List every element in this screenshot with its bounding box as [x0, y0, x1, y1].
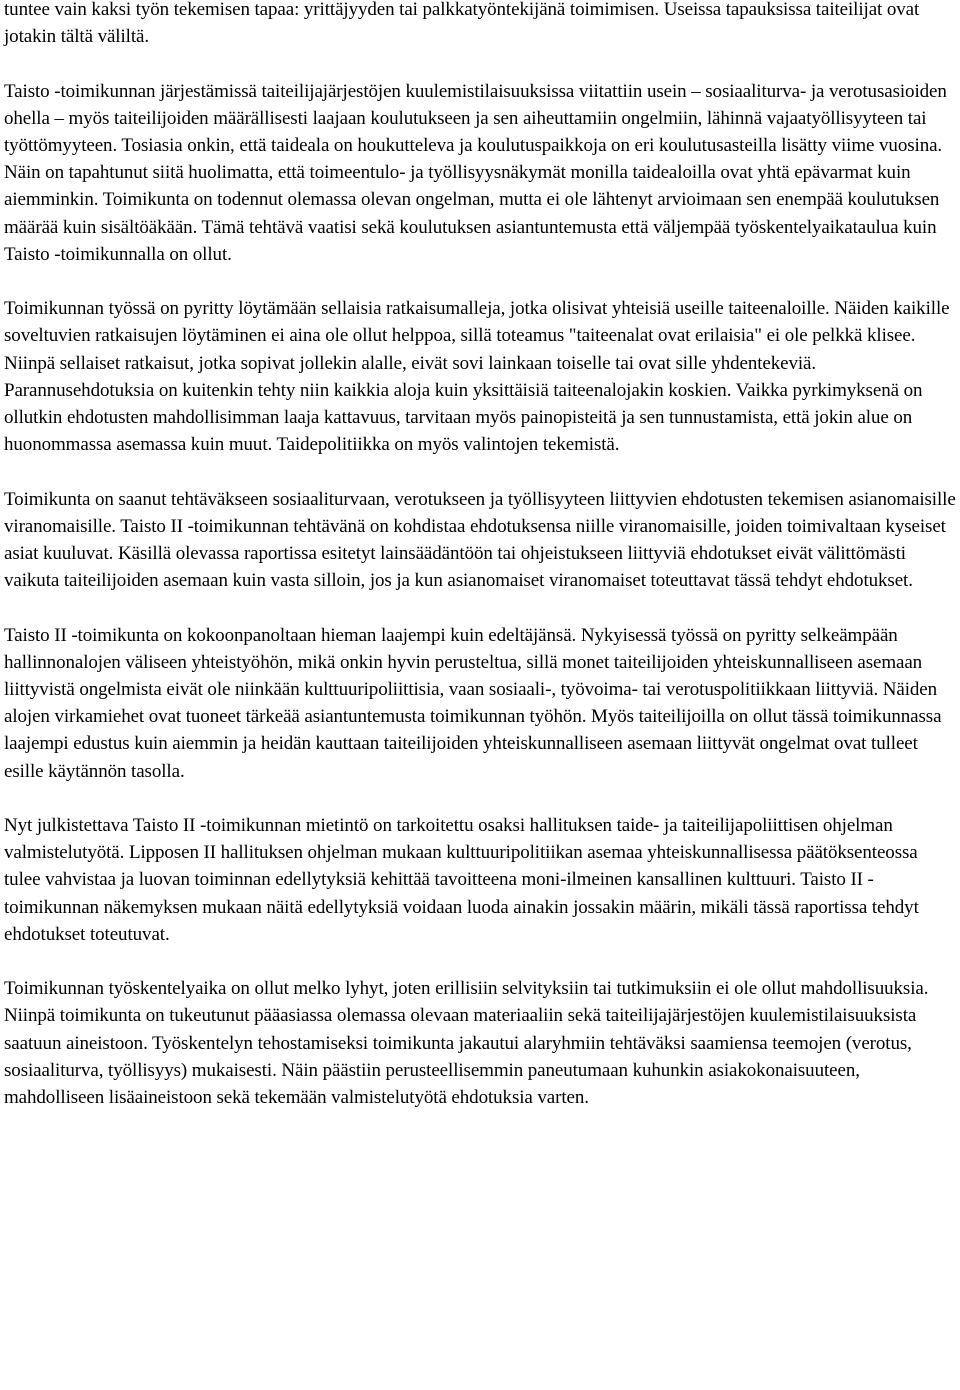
- paragraph-4: Toimikunta on saanut tehtäväkseen sosiaaliturvaan, verotukseen ja työllisyyteen liittyvien ehdotusten tekemisen asianomaisille viranomaisille. Taisto II -toimikunnan tehtävänä on kohdistaa ehdotuksensa niille viranomaisille, joiden toimivaltaan kyseiset asiat kuuluvat. Käsillä olevassa raportissa esitetyt lainsäädäntöön tai ohjeistukseen liittyviä ehdotukset eivät välittömästi vaikuta taiteilijoiden asemaan kuin vasta silloin, jos ja kun asianomaiset viranomaiset toteuttavat tässä tehdyt ehdotukset.: [4, 488, 956, 592]
- paragraph-5: Taisto II -toimikunta on kokoonpanoltaan hieman laajempi kuin edeltäjänsä. Nykyisessä työssä on pyritty selkeämpään hallinnonalojen väliseen yhteistyöhön, mikä onkin hyvin perusteltua, sillä monet taiteilijoiden yhteiskunnalliseen asemaan liittyvistä ongelmista eivät ole niinkään kulttuuripoliittisia, vaan sosiaali-, työvoima- tai verotuspolitiikkaan liittyviä. Näiden alojen virkamiehet ovat tuoneet tärkeää asiantuntemusta toimikunnan työhön. Myös taiteilijoilla on ollut tässä toimikunnassa laajempi edustus kuin aiemmin ja heidän kauttaan taiteilijoiden yhteiskunnalliseen asemaan liittyvät ongelmat ovat tulleet esille käytännön tasolla.: [4, 624, 942, 782]
- paragraph-3: Toimikunnan työssä on pyritty löytämään sellaisia ratkaisumalleja, jotka olisivat yhteisiä useille taiteenaloille. Näiden kaikille soveltuvien ratkaisujen löytäminen ei aina ole ollut helppoa, sillä toteamus "taiteenalat ovat erilaisia" ei ole pelkkä klisee. Niinpä sellaiset ratkaisut, jotka sopivat jollekin alalle, eivät sovi lainkaan toiselle tai ovat sille yhdentekeviä. Parannusehdotuksia on kuitenkin tehty niin kaikkia aloja kuin yksittäisiä taiteenalojakin koskien. Vaikka pyrkimyksenä on ollutkin ehdotusten mahdollisimman laaja kattavuus, tarvitaan myös painopisteitä ja sen tunnustamista, että jokin alue on huonommassa asemassa kuin muut. Taidepolitiikka on myös valintojen tekemistä.: [4, 298, 950, 456]
- paragraph-6: Nyt julkistettava Taisto II -toimikunnan mietintö on tarkoitettu osaksi hallituksen taide- ja taiteilijapoliittisen ohjelman valmistelutyötä. Lipposen II hallituksen ohjelman mukaan kulttuuripolitiikan asemaa yhteiskunnallisessa päätöksenteossa tulee vahvistaa ja luovan toiminnan edellytyksiä kehittää tavoitteena moni-ilmeinen kansallinen kulttuuri. Taisto II -toimikunnan näkemyksen mukaan näitä edellytyksiä voidaan luoda ainakin jossakin määrin, mikäli tässä raportissa tehdyt ehdotukset toteutuvat.: [4, 815, 919, 945]
- paragraph-2: Taisto -toimikunnan järjestämissä taiteilijajärjestöjen kuulemistilaisuuksissa viitattiin usein – sosiaaliturva- ja verotusasioiden ohella – myös taiteilijoiden määrällisesti laajaan koulutukseen ja sen aiheuttamiin ongelmiin, lähinnä vajaatyöllisyyteen tai työttömyyteen. Tosiasia onkin, että taideala on houkutteleva ja koulutuspaikkoja on eri koulutusasteilla lisätty viime vuosina. Näin on tapahtunut siitä huolimatta, että toimeentulo- ja työllisyysnäkymät monilla taidealoilla ovat yhtä epävarmat kuin aiemminkin. Toimikunta on todennut olemassa olevan ongelman, mutta ei ole lähtenyt arvioimaan sen enempää koulutuksen määrää kuin sisältöäkään. Tämä tehtävä vaatisi sekä koulutuksen asiantuntemusta että väljempää työskentelyaikataulua kuin Taisto -toimikunnalla on ollut.: [4, 80, 947, 265]
- paragraph-1: tuntee vain kaksi työn tekemisen tapaa: yrittäjyyden tai palkkatyöntekijänä toimimisen. Useissa tapauksissa taiteilijat ovat jotakin tältä väliltä.: [4, 0, 920, 48]
- paragraph-7: Toimikunnan työskentelyaika on ollut melko lyhyt, joten erillisiin selvityksiin tai tutkimuksiin ei ole ollut mahdollisuuksia. Niinpä toimikunta on tukeutunut pääasiassa olemassa olevaan materiaaliin sekä taiteilijajärjestöjen kuulemistilaisuuksista saatuun aineistoon. Työskentelyn tehostamiseksi toimikunta jakautui alaryhmiin tehtäväksi saamiensa teemojen (verotus, sosiaaliturva, työllisyys) mukaisesti. Näin päästiin perusteellisemmin paneutumaan kuhunkin asiakokonaisuuteen, mahdolliseen lisäaineistoon sekä tekemään valmistelutyötä ehdotuksia varten.: [4, 978, 929, 1109]
